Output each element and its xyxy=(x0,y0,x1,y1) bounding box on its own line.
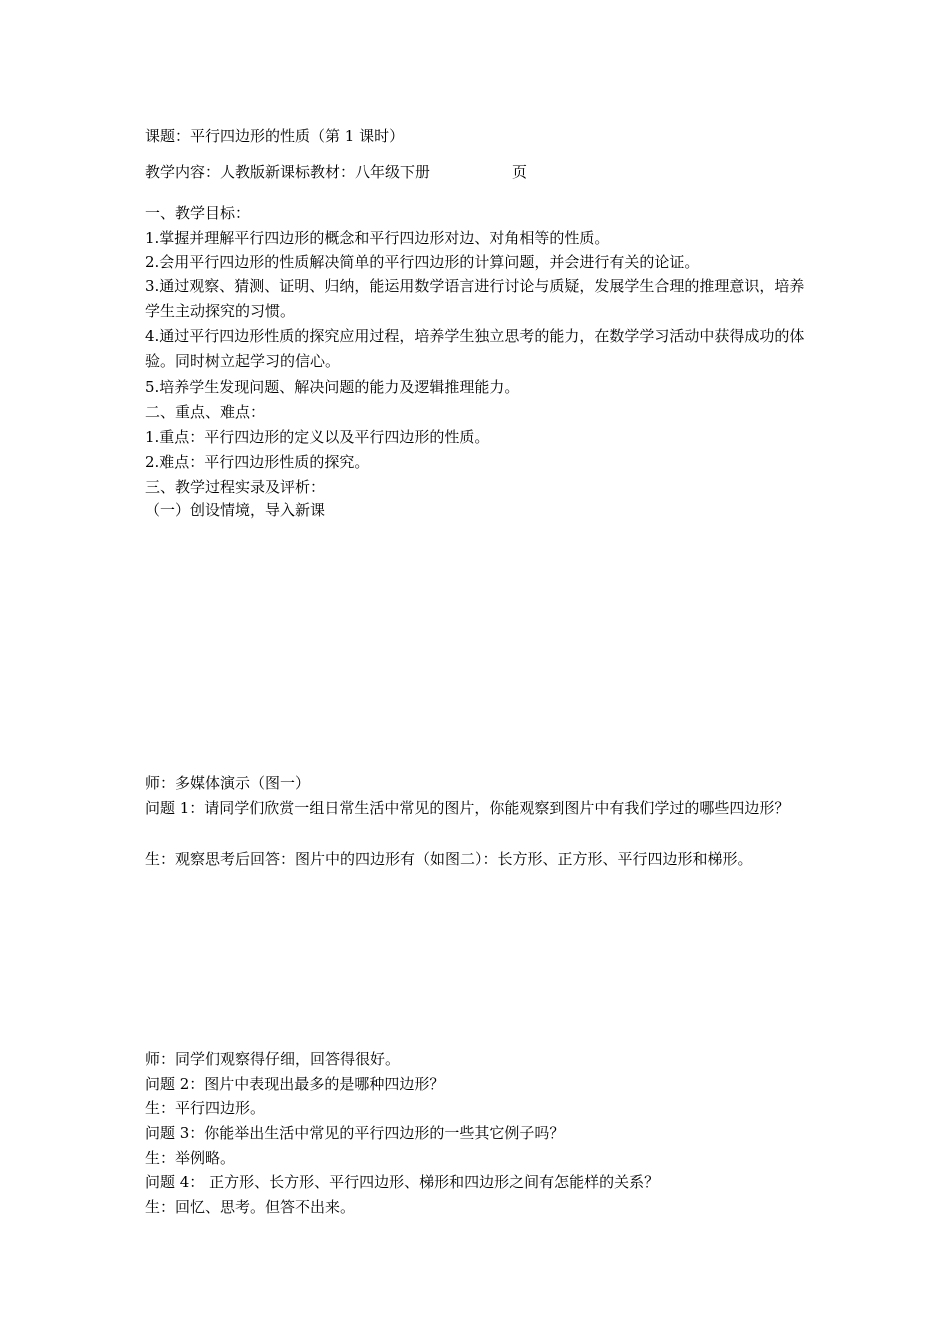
dialogue-line: 生：平行四边形。 xyxy=(145,1099,266,1117)
dialogue-line: 问题 2：图片中表现出最多的是哪种四边形？ xyxy=(145,1075,445,1093)
dialogue-line: 师：多媒体演示（图一） xyxy=(145,774,311,792)
dialogue-line: 生：举例略。 xyxy=(145,1149,236,1167)
dialogue-line: 问题 3：你能举出生活中常见的平行四边形的一些其它例子吗？ xyxy=(145,1124,565,1142)
goal-item: 2.会用平行四边形的性质解决简单的平行四边形的计算问题，并会进行有关的论证。 xyxy=(145,253,700,271)
goal-item: 3.通过观察、猜测、证明、归纳，能运用数学语言进行讨论与质疑，发展学生合理的推理意识，培养学生主动探究的习惯。 xyxy=(145,277,805,320)
teaching-content-text: 教学内容：人教版新课标教材：八年级下册 xyxy=(145,163,431,181)
goal-item: 4.通过平行四边形性质的探究应用过程，培养学生独立思考的能力，在数学学习活动中获得成功的体验。同时树立起学习的信心。 xyxy=(145,327,805,370)
key-point-item: 2.难点：平行四边形性质的探究。 xyxy=(145,453,370,471)
section-heading: （一）创设情境，导入新课 xyxy=(145,501,326,519)
dialogue-line: 生：观察思考后回答：图片中的四边形有（如图二）：长方形、正方形、平行四边形和梯形。 xyxy=(145,850,753,868)
dialogue-line: 问题 1：请同学们欣赏一组日常生活中常见的图片，你能观察到图片中有我们学过的哪些四边形？ xyxy=(145,799,790,817)
dialogue-line: 师：同学们观察得仔细，回答得很好。 xyxy=(145,1050,401,1068)
lesson-title: 课题：平行四边形的性质（第 1 课时） xyxy=(145,127,405,145)
goal-item: 5.培养学生发现问题、解决问题的能力及逻辑推理能力。 xyxy=(145,378,520,396)
key-point-item: 1.重点：平行四边形的定义以及平行四边形的性质。 xyxy=(145,428,490,446)
dialogue-line: 问题 4： 正方形、长方形、平行四边形、梯形和四边形之间有怎能样的关系？ xyxy=(145,1173,660,1191)
teaching-content xyxy=(145,162,815,182)
goals-heading: 一、教学目标： xyxy=(145,204,251,222)
process-heading: 三、教学过程实录及评析： xyxy=(145,478,326,496)
goal-item: 1.掌握并理解平行四边形的概念和平行四边形对边、对角相等的性质。 xyxy=(145,229,610,247)
dialogue-line: 生：回忆、思考。但答不出来。 xyxy=(145,1198,356,1216)
key-points-heading: 二、重点、难点： xyxy=(145,403,266,421)
teaching-content-page: 页 xyxy=(512,163,528,181)
